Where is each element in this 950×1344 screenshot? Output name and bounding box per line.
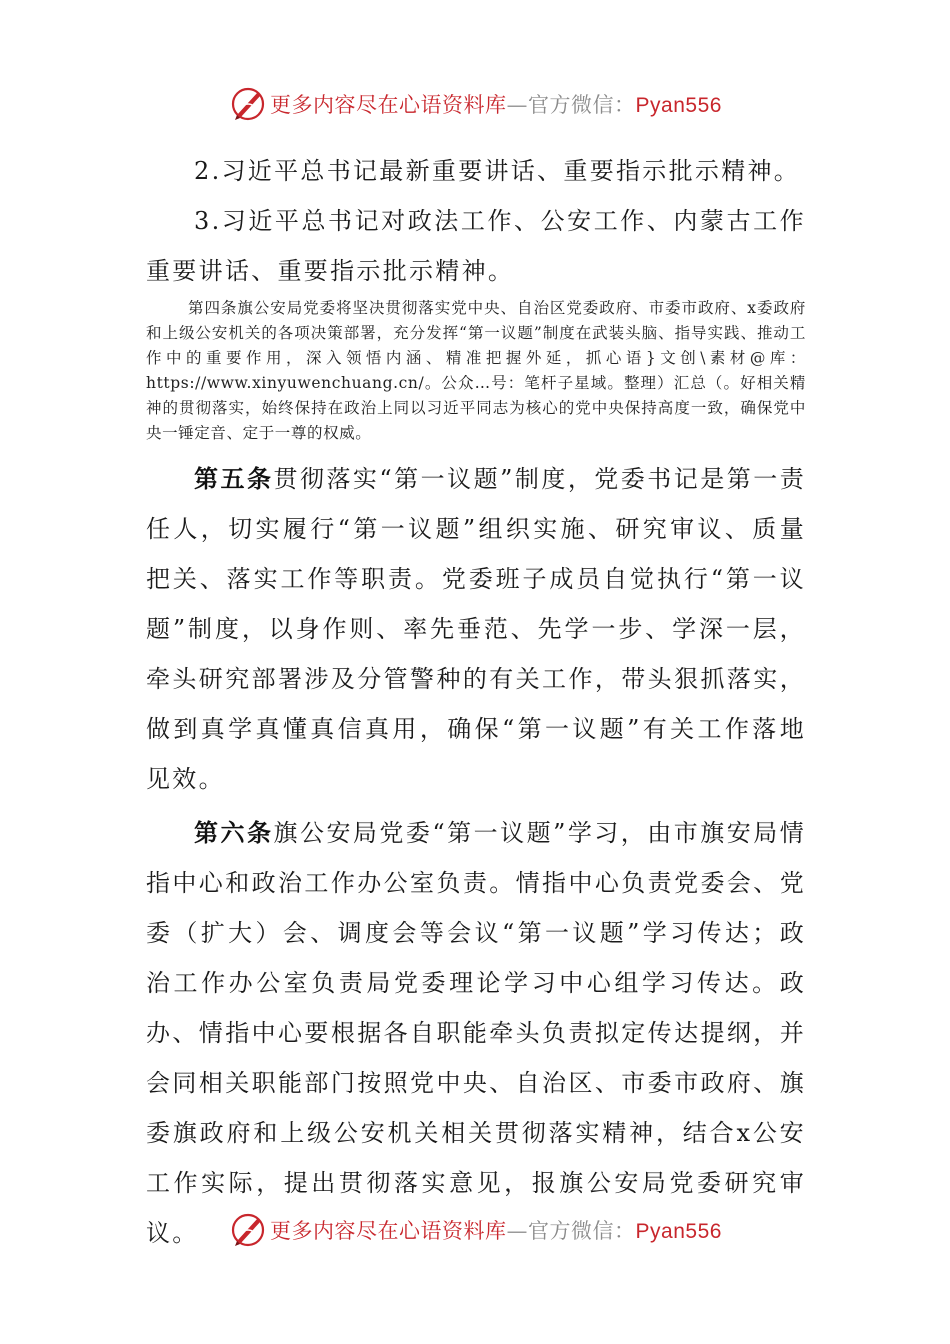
- pen-logo-icon: [228, 84, 268, 124]
- watermark-dash: —: [506, 93, 529, 117]
- watermark-wechat-id: Pyan556: [635, 94, 722, 117]
- article-5-paragraph: [146, 454, 806, 804]
- watermark-banner-top: [0, 82, 950, 126]
- watermark-brand: 更多内容尽在心语资料库: [270, 1219, 507, 1243]
- watermark-dash: —: [506, 1219, 529, 1243]
- article-6-body: 旗公安局党委“第一议题”学习，由市旗安局情指中心和政治工作办公室负责。情指中心负责党委会、党委（扩大）会、调度会等会议“第一议题”学习传达；政治工作办公室负责局党委理论学习中心组学习传达。政办、情指中心要根据各自职能牵头负责拟定传达提纲，并会同相关职能部门按照党中央、自治区、市委市政府、旗委旗政府和上级公安机关相关贯彻落实精神，结合x公安工作实际，提出贯彻落实意见，报旗公安局党委研究审议。: [146, 819, 807, 1247]
- watermark-wechat-label: 官方微信：: [528, 1219, 636, 1243]
- article-4-paragraph: 第四条旗公安局党委将坚决贯彻落实党中央、自治区党委政府、市委市政府、x委政府和上级公安机关的各项决策部署，充分发挥“第一议题”制度在武装头脑、指导实践、推动工作中的重要作用，深入领悟内涵、精准把握外延，抓心语}文创\素材@库：https://www.xinyuwenchuang.cn/。公众…号：笔杆子星域。整理）汇总（。好相关精神的贯彻落实，始终保持在政治上同以习近平同志为核心的党中央保持高度一致，确保党中央一锤定音、定于一尊的权威。: [146, 299, 806, 442]
- watermark-banner-bottom: [0, 1208, 950, 1252]
- watermark-text: [270, 1215, 722, 1245]
- watermark-brand: 更多内容尽在心语资料库: [270, 93, 507, 117]
- article-5-body: 贯彻落实“第一议题”制度，党委书记是第一责任人，切实履行“第一议题”组织实施、研究审议、质量把关、落实工作等职责。党委班子成员自觉执行“第一议题”制度，以身作则、率先垂范、先学一步、学深一层，牵头研究部署涉及分管警种的有关工作，带头狠抓落实，做到真学真懂真信真用，确保“第一议题”有关工作落地见效。: [146, 465, 807, 793]
- document-body: [146, 146, 806, 1258]
- article-6-heading: 第六条: [194, 818, 274, 847]
- pen-logo-icon: [228, 1210, 268, 1250]
- watermark-wechat-id: Pyan556: [635, 1220, 722, 1243]
- list-item-3: 3.习近平总书记对政法工作、公安工作、内蒙古工作重要讲话、重要指示批示精神。: [146, 207, 806, 285]
- article-6-paragraph: [146, 808, 806, 1258]
- watermark-text: [270, 89, 722, 119]
- watermark-wechat-label: 官方微信：: [528, 93, 636, 117]
- list-item-2: 2.习近平总书记最新重要讲话、重要指示批示精神。: [194, 157, 801, 185]
- article-5-heading: 第五条: [194, 464, 274, 493]
